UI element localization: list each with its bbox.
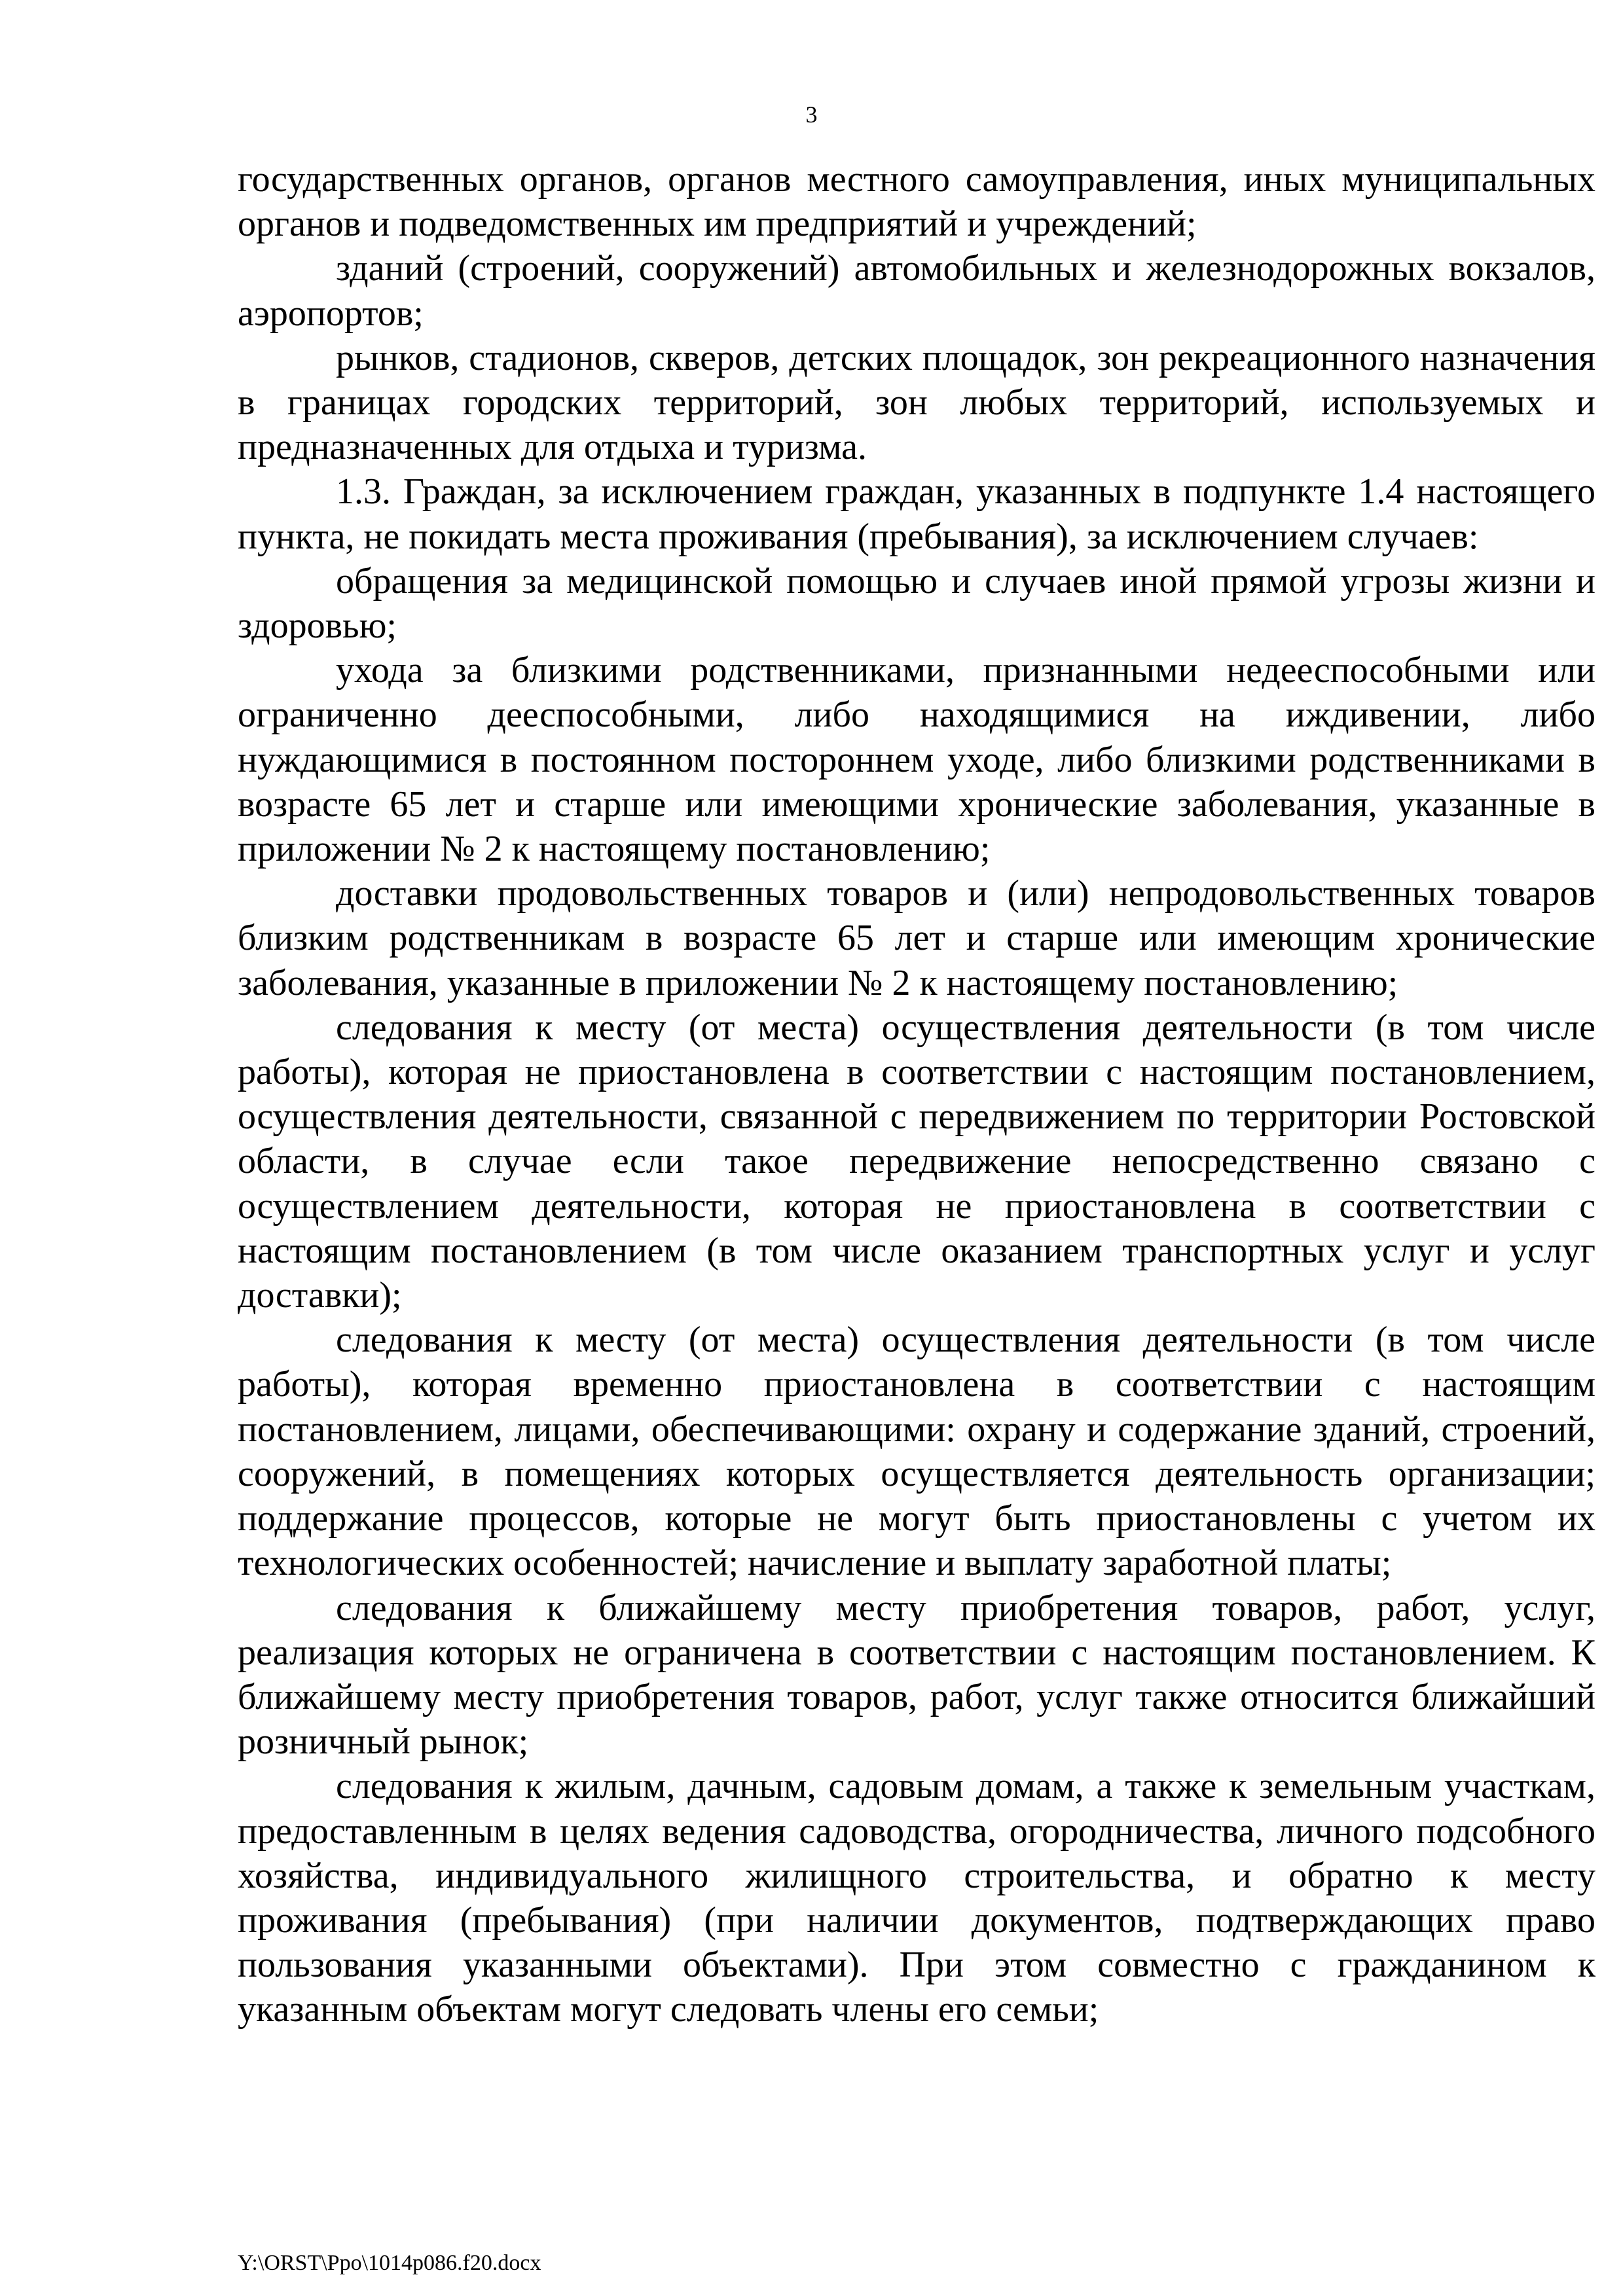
footer-file-path: Y:\ORST\Ppo\1014p086.f20.docx (238, 2251, 541, 2275)
document-body (238, 157, 1596, 2032)
paragraph-work-suspended: следования к месту (от места) осуществления деятельности (в том числе работы), которая временно приостановлена в соответствии с настоящим постановлением, лицами, обеспечивающими: охрану и содержание зданий, строений, сооружений, в помещениях которых осуществляется деятельность организации; поддержание процессов, которые не могут быть приостановлены с учетом их технологических особенностей; начисление и выплату заработной платы; (238, 1319, 1596, 1584)
paragraph-dachas: следования к жилым, дачным, садовым домам, а также к земельным участкам, предоставленным в целях ведения садоводства, огородничества, личного подсобного хозяйства, индивидуального жилищного строительства, и обратно к месту проживания (пребывания) (при наличии документов, подтверждающих право пользования указанными объектами). При этом совместно с гражданином к указанным объектам могут следовать члены его семьи; (238, 1766, 1596, 2030)
page-number: 3 (805, 101, 818, 128)
paragraph-nearest-shop: следования к ближайшему месту приобретения товаров, работ, услуг, реализация которых не ограничена в соответствии с настоящим постановлением. К ближайшему месту приобретения товаров, работ, услуг также относится ближайший розничный рынок; (238, 1587, 1596, 1763)
paragraph-medical: обращения за медицинской помощью и случаев иной прямой угрозы жизни и здоровью; (238, 560, 1596, 647)
paragraph-stations: зданий (строений, сооружений) автомобильных и железнодорожных вокзалов, аэропортов; (238, 248, 1596, 334)
paragraph-1-3: 1.3. Граждан, за исключением граждан, указанных в подпункте 1.4 настоящего пункта, не покидать места проживания (пребывания), за исключением случаев: (238, 471, 1596, 557)
paragraph-state-bodies: государственных органов, органов местного самоуправления, иных муниципальных органов и подведомственных им предприятий и учреждений; (238, 159, 1596, 245)
paragraph-delivery: доставки продовольственных товаров и (или) непродовольственных товаров близким родственникам в возрасте 65 лет и старше или имеющим хронические заболевания, указанные в приложении № 2 к настоящему постановлению; (238, 873, 1596, 1003)
paragraph-markets: рынков, стадионов, скверов, детских площадок, зон рекреационного назначения в границах городских территорий, зон любых территорий, используемых и предназначенных для отдыха и туризма. (238, 337, 1596, 468)
paragraph-care: ухода за близкими родственниками, признанными недееспособными или ограниченно дееспособными, либо находящимися на иждивении, либо нуждающимися в постоянном постороннем уходе, либо близкими родственниками в возрасте 65 лет и старше или имеющими хронические заболевания, указанные в приложении № 2 к настоящему постановлению; (238, 650, 1596, 870)
paragraph-work-active: следования к месту (от места) осуществления деятельности (в том числе работы), которая не приостановлена в соответствии с настоящим постановлением, осуществления деятельности, связанной с передвижением по территории Ростовской области, в случае если такое передвижение непосредственно связано с осуществлением деятельности, которая не приостановлена в соответствии с настоящим постановлением (в том числе оказанием транспортных услуг и услуг доставки); (238, 1007, 1596, 1316)
